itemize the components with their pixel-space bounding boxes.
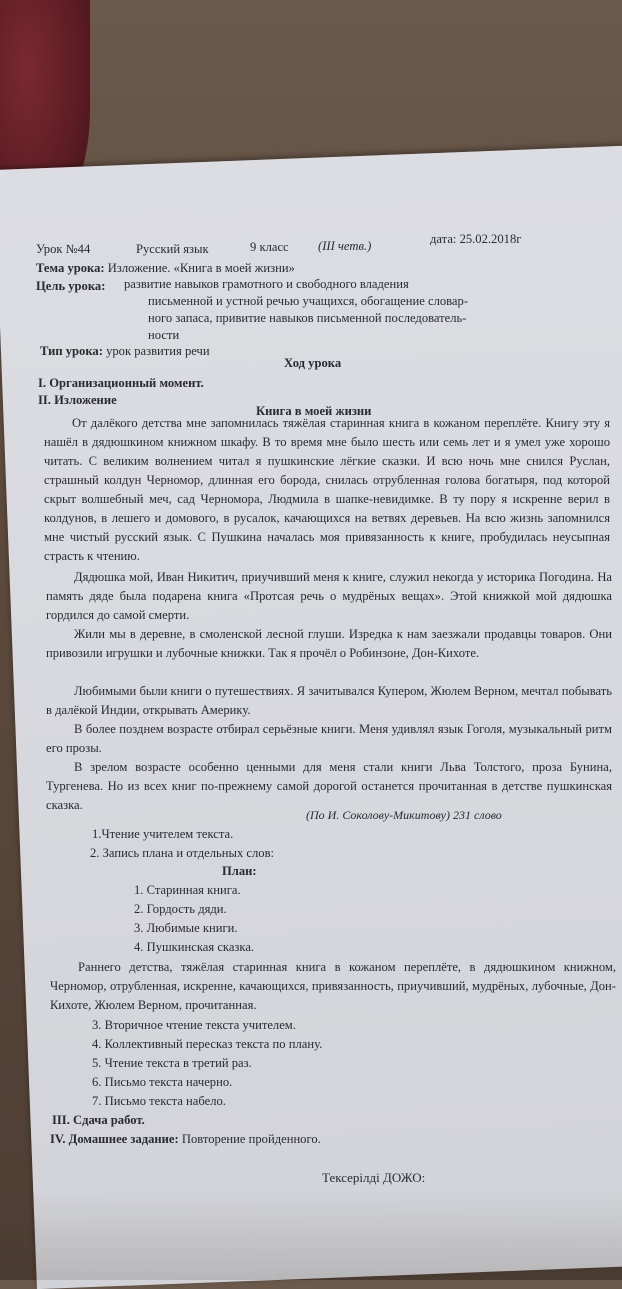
topic-value: Изложение. «Книга в моей жизни» (107, 261, 295, 275)
paragraph-5: В более позднем возрасте отбирал серьёзные книги. Меня удивлял язык Гоголя, музыкальный ритм его прозы. (46, 722, 612, 755)
vocabulary-words: Раннего детства, тяжёлая старинная книга в кожаном переплёте, в дядюшкином книжном, Черномор, отрубленная, искренне, качающихся, привязанность, приучивший, мудрёных, лубочные, Дон-Кихоте, Жюлем Верном, прочитанная. (50, 960, 616, 1012)
step-5: 5. Чтение текста в третий раз. (92, 1056, 252, 1070)
checker-signature: Тексерілді ДОЖО: (322, 1170, 426, 1185)
plan-item-3: 3. Любимые книги. (134, 921, 238, 935)
stage-4-label: IV. Домашнее задание: (50, 1132, 179, 1146)
course-heading: Ход урока (284, 356, 342, 370)
goal-line-2: письменной и устной речью учащихся, обогащение словар- (148, 294, 469, 308)
stage-1: I. Организационный момент. (38, 376, 204, 390)
step-4: 4. Коллективный пересказ текста по плану. (92, 1037, 323, 1051)
paragraph-6: В зрелом возрасте особенно ценными для меня стали книги Льва Толстого, проза Бунина, Тургенева. Но из всех книг по-прежнему самой дорогой останется прочитанная в детстве пушкинская сказка. (46, 760, 612, 812)
text-title: Книга в моей жизни (256, 404, 372, 418)
goal-line-4: ности (148, 328, 180, 342)
bottom-shadow (0, 1190, 622, 1280)
step-2: 2. Запись плана и отдельных слов: (90, 846, 275, 860)
topic-label: Тема урока: (36, 261, 105, 275)
paragraph-1: От далёкого детства мне запомнилась тяжёлая старинная книга в кожаном переплёте. Книгу эту я нашёл в дядюшкином книжном шкафу. В то время мне было шесть или семь лет и я умел уже хорошо читать. С великим волнением читал я пушкинские лёгкие сказки. И всю ночь мне снился Руслан, страшный колдун Черномор, длинная его борода, снилась отрубленная голова богатыря, под которой скрыт волшебный меч, сад Черномора, Людмила в шапке-невидимке. В ту пору я искренне верил в колдунов, в лешего и домового, в русалок, качающихся на ветвях деревьев. На всю жизнь запомнился мне чистый русский язык. С Пушкина началась моя привязанность к книге, пробудилась неусыпная страсть к чтению. (44, 416, 610, 563)
type-value: урок развития речи (106, 344, 210, 358)
source-note: (По И. Соколову-Микитову) 231 слово (306, 808, 502, 822)
stage-4-value: Повторение пройденного. (181, 1132, 321, 1146)
type-line (40, 342, 210, 361)
step-7: 7. Письмо текста набело. (92, 1094, 226, 1108)
step-3: 3. Вторичное чтение текста учителем. (92, 1018, 296, 1032)
stage-4-line (50, 1130, 321, 1149)
date: дата: 25.02.2018г (430, 232, 522, 246)
goal-line-1: развитие навыков грамотного и свободного владения (124, 277, 409, 291)
step-1: 1.Чтение учителем текста. (92, 827, 234, 841)
paragraph-3: Жили мы в деревне, в смоленской лесной глуши. Изредка к нам заезжали продавцы товаров. Они привозили игрушки и лубочные книжки. Так я прочёл о Робинзоне, Дон-Кихоте. (46, 627, 612, 660)
plan-item-1: 1. Старинная книга. (134, 883, 241, 897)
plan-item-4: 4. Пушкинская сказка. (134, 940, 255, 954)
paragraph-2: Дядюшка мой, Иван Никитич, приучивший меня к книге, служил некогда у историка Погодина. На память дяде была подарена книга «Протсая речь о мудрёных вещах». Этой книжкой мой дядюшка гордился до самой смерти. (46, 570, 612, 622)
lesson-number: Урок №44 (36, 242, 91, 256)
stage-2: II. Изложение (38, 393, 117, 407)
plan-title: План: (222, 864, 257, 878)
type-label: Тип урока: (40, 344, 103, 358)
plan-item-2: 2. Гордость дяди. (134, 902, 227, 916)
goal-line-3: ного запаса, привитие навыков письменной последователь- (148, 311, 467, 325)
step-6: 6. Письмо текста начерно. (92, 1075, 233, 1089)
stage-3: III. Сдача работ. (52, 1113, 145, 1127)
grade: 9 класс (250, 240, 289, 254)
quarter: (III четв.) (318, 239, 372, 253)
goal-label: Цель урока: (36, 279, 106, 293)
paragraph-4: Любимыми были книги о путешествиях. Я зачитывался Купером, Жюлем Верном, мечтал побывать в далёкой Индии, открывать Америку. (46, 684, 612, 717)
subject: Русский язык (136, 242, 209, 256)
